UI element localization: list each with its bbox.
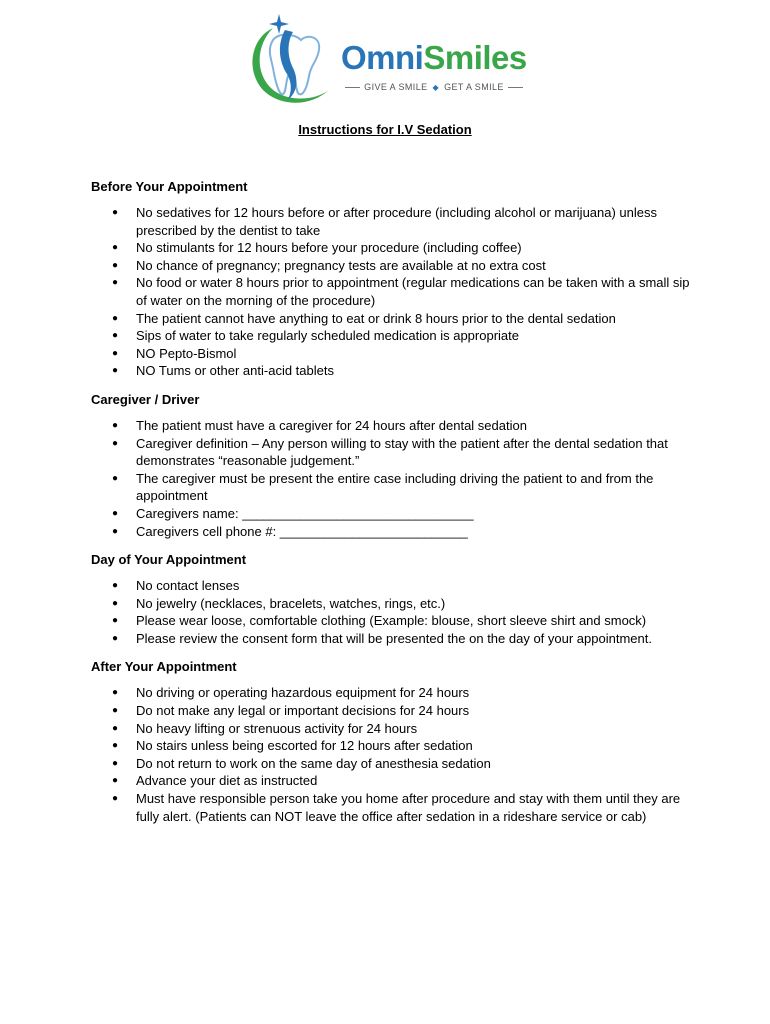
brand-name-omni: Omni — [341, 39, 424, 76]
page-title: Instructions for I.V Sedation — [298, 122, 472, 137]
caregiver-name-field: ● Caregivers name: ________________________________ — [91, 505, 691, 523]
list-item: ● No driving or operating hazardous equipment for 24 hours — [91, 684, 691, 702]
section-heading: Caregiver / Driver — [91, 391, 200, 407]
list-item: ● NO Pepto-Bismol — [91, 345, 691, 363]
tagline-right: GET A SMILE — [444, 82, 504, 92]
section-before-appointment — [91, 178, 691, 380]
list-item: ● The patient must have a caregiver for 24 hours after dental sedation — [91, 417, 691, 435]
caregiver-phone-field: ● Caregivers cell phone #: __________________________ — [91, 523, 691, 541]
list-item: ● Sips of water to take regularly scheduled medication is appropriate — [91, 327, 691, 345]
list-item: ● Advance your diet as instructed — [91, 772, 691, 790]
brand-name — [341, 38, 527, 78]
bullet-list — [91, 204, 691, 380]
list-item: ● Please review the consent form that will be presented the on the day of your appointment. — [91, 630, 691, 648]
instructions-content — [91, 178, 691, 836]
section-day-of-appointment — [91, 551, 691, 647]
brand-name-smiles: Smiles — [423, 39, 527, 76]
bullet-list — [91, 577, 691, 647]
list-item: ● The patient cannot have anything to eat or drink 8 hours prior to the dental sedation — [91, 310, 691, 328]
tagline-rule-left — [345, 87, 360, 88]
list-item: ● Do not make any legal or important decisions for 24 hours — [91, 702, 691, 720]
list-item: ● Please wear loose, comfortable clothing (Example: blouse, short sleeve shirt and smock) — [91, 612, 691, 630]
tooth-logo-icon — [243, 10, 343, 110]
list-item: ● No stairs unless being escorted for 12 hours after sedation — [91, 737, 691, 755]
section-after-appointment — [91, 658, 691, 825]
bullet-list — [91, 684, 691, 825]
tagline-rule-right — [508, 87, 523, 88]
section-heading: After Your Appointment — [91, 659, 237, 675]
list-item: ● No food or water 8 hours prior to appointment (regular medications can be taken with a small sip of water on the morning of the procedure) — [91, 274, 691, 309]
list-item: ● The caregiver must be present the entire case including driving the patient to and from the appointment — [91, 470, 691, 505]
list-item: ● Caregiver definition – Any person willing to stay with the patient after the dental sedation that demonstrates “reasonable judgement.” — [91, 435, 691, 470]
list-item: ● Do not return to work on the same day of anesthesia sedation — [91, 755, 691, 773]
list-item: ● No contact lenses — [91, 577, 691, 595]
list-item: ● No sedatives for 12 hours before or after procedure (including alcohol or marijuana) unless prescribed by the dentist to take — [91, 204, 691, 239]
list-item: ● No chance of pregnancy; pregnancy tests are available at no extra cost — [91, 257, 691, 275]
section-heading: Day of Your Appointment — [91, 552, 247, 568]
tagline-left: GIVE A SMILE — [364, 82, 428, 92]
list-item: ● No heavy lifting or strenuous activity for 24 hours — [91, 720, 691, 738]
omnismiles-logo — [243, 10, 533, 110]
diamond-icon: ◆ — [432, 82, 440, 92]
bullet-list — [91, 417, 691, 540]
list-item: ● Must have responsible person take you home after procedure and stay with them until they are fully alert. (Patients can NOT leave the office after sedation in a rideshare service or cab) — [91, 790, 691, 825]
list-item: ● No jewelry (necklaces, bracelets, watches, rings, etc.) — [91, 595, 691, 613]
list-item: ● NO Tums or other anti-acid tablets — [91, 362, 691, 380]
section-heading: Before Your Appointment — [91, 179, 248, 194]
list-item: ● No stimulants for 12 hours before your procedure (including coffee) — [91, 239, 691, 257]
section-caregiver-driver — [91, 391, 691, 540]
brand-tagline — [341, 82, 527, 92]
